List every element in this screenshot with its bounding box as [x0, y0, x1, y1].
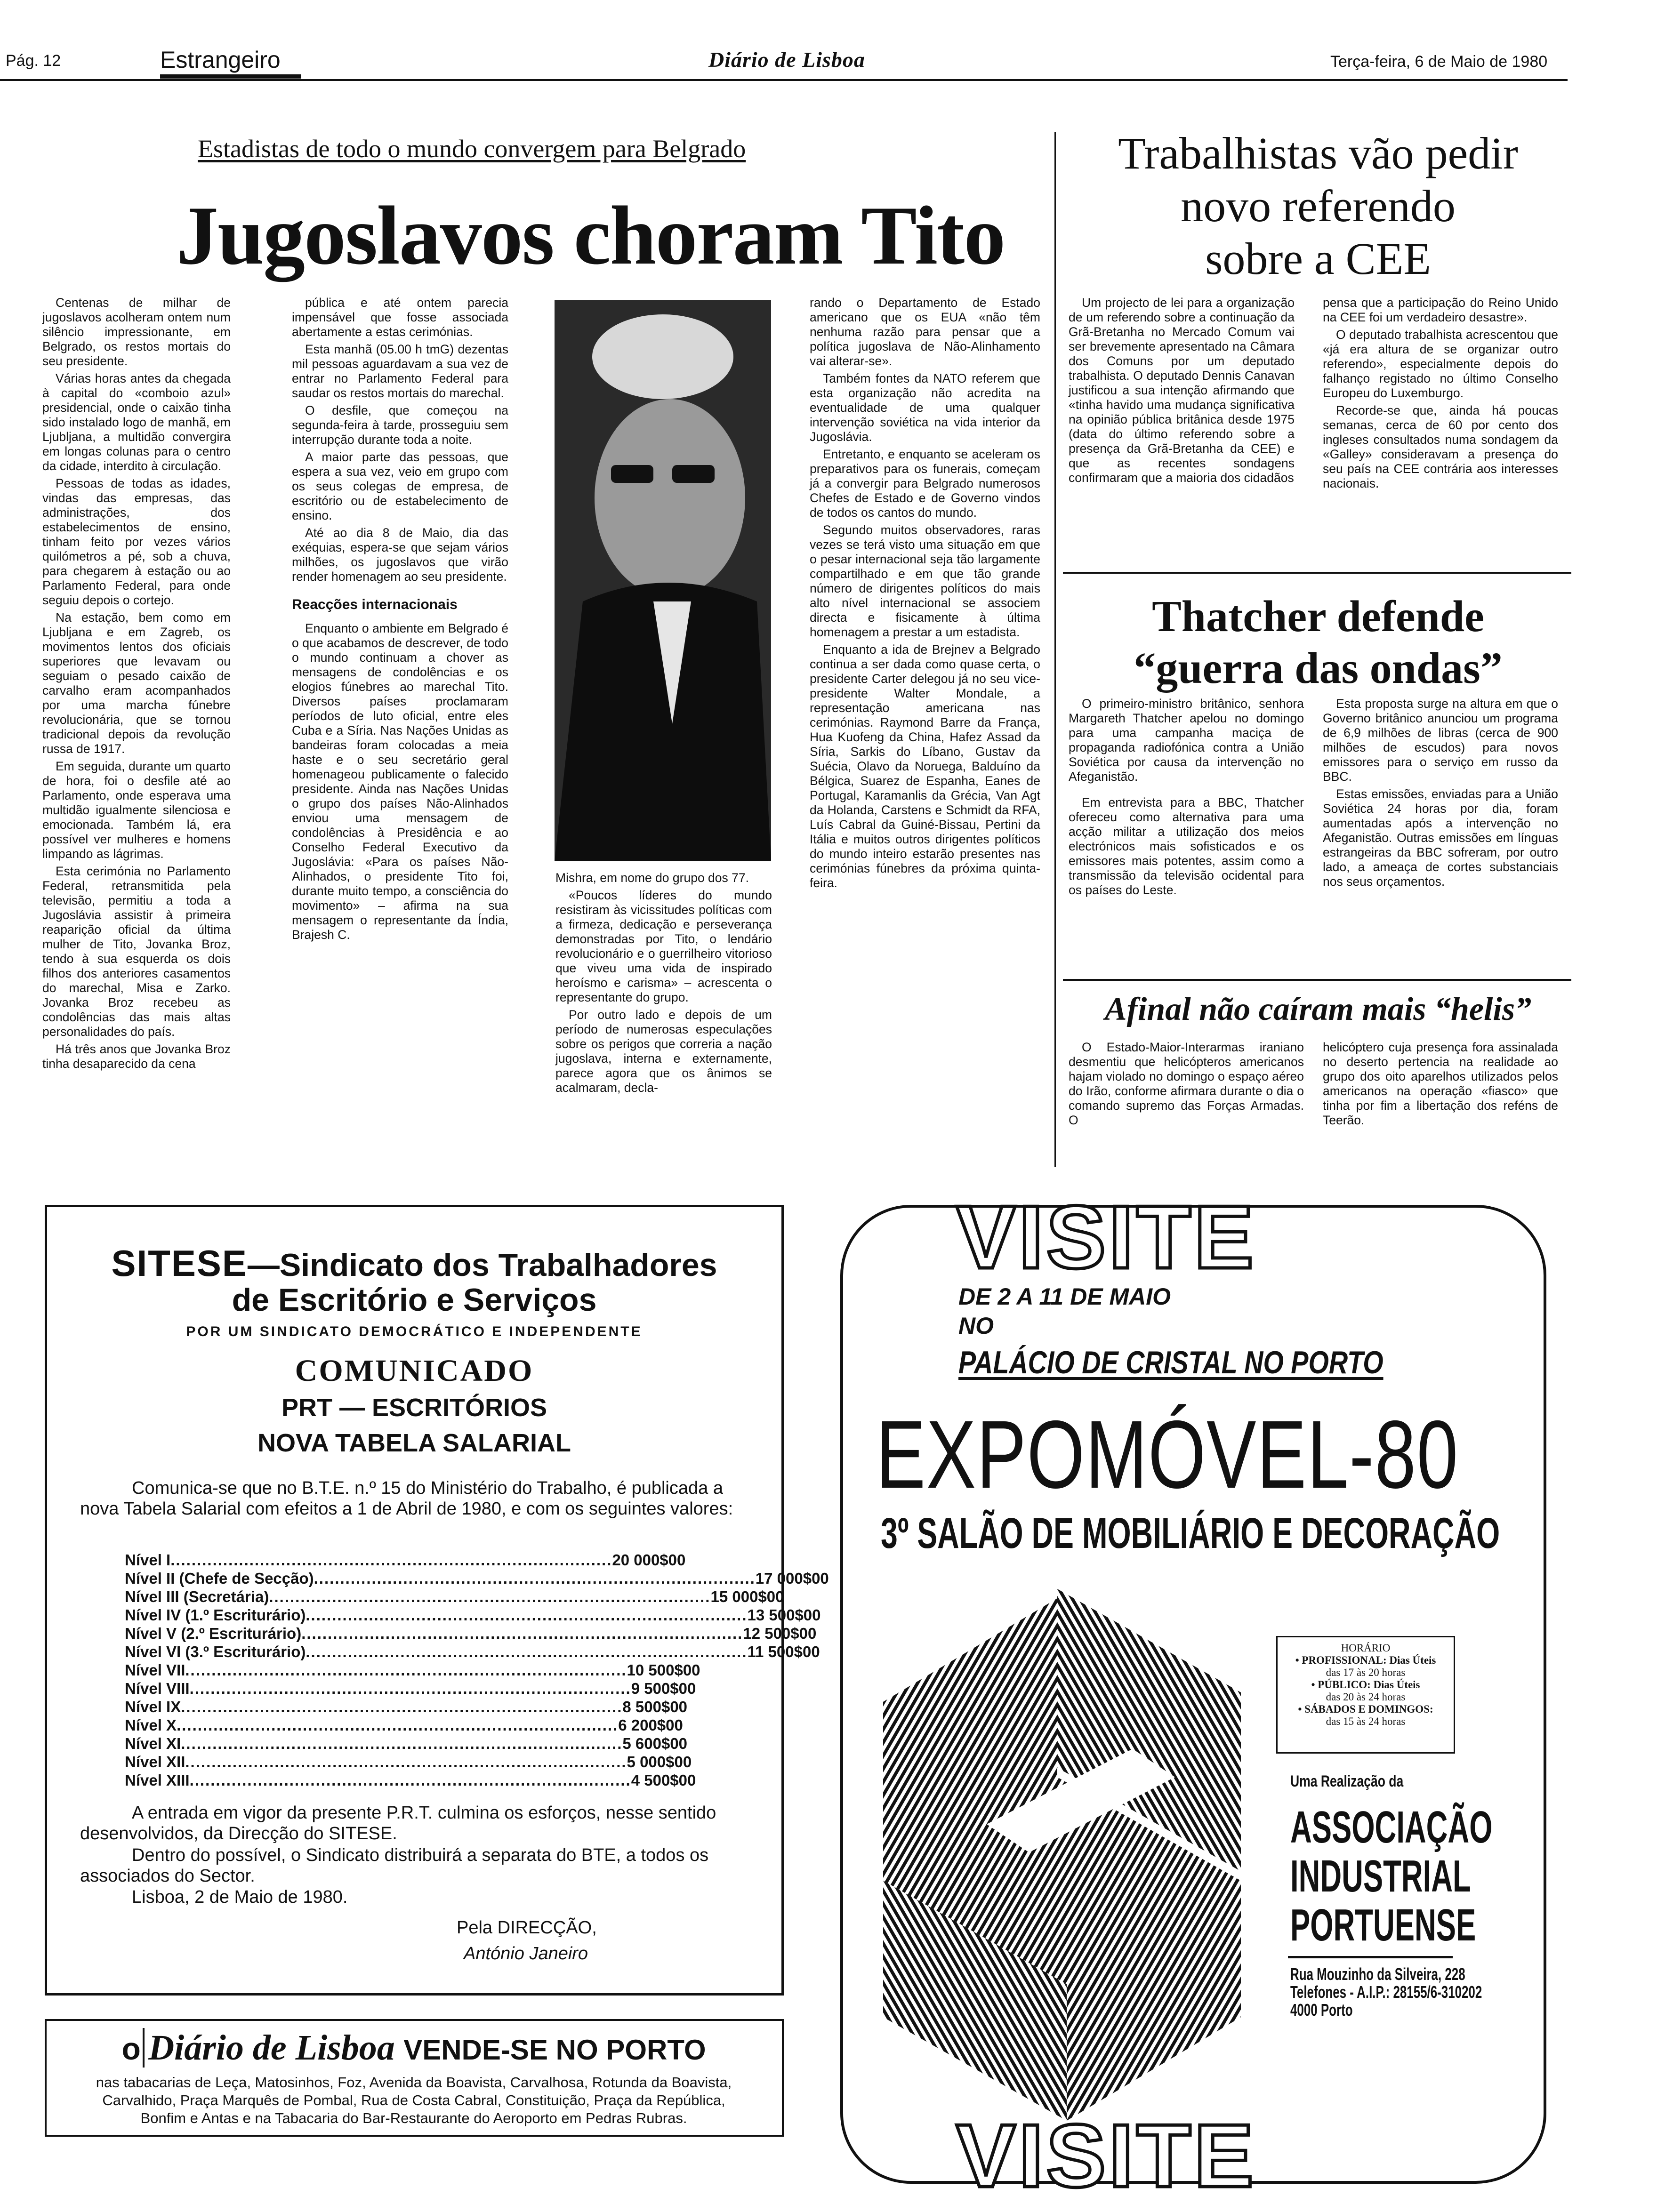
table-row: Nível XIII .................................................................................... 4 500$00 [125, 1771, 696, 1789]
table-row: Nível VII .................................................................................... 10 500$00 [125, 1661, 700, 1679]
sitese-place-date: Lisboa, 2 de Maio de 1980. [132, 1887, 348, 1907]
table-row: Nível III (Secretária) .................................................................................... 15 000$00 [125, 1588, 784, 1605]
sitese-prt: PRT — ESCRITÓRIOS [281, 1394, 547, 1422]
sitese-closing-1: A entrada em vigor da presente P.R.T. culmina os esforços, nesse sentido desenvolvidos, da Direcção do SITESE. [80, 1803, 716, 1843]
table-row: Nível XII .................................................................................... 5 000$00 [125, 1753, 692, 1771]
expo-organizer: ASSOCIAÇÃO INDUSTRIAL PORTUENSE [1290, 1802, 1493, 1950]
cee-bottom-rule [1063, 572, 1571, 574]
table-row: Nível IV (1.º Escriturário) .................................................................................... 13 500$00 [125, 1606, 821, 1624]
sitese-comunicado: COMUNICADO [295, 1354, 534, 1388]
cee-column-1: Um projecto de lei para a organização de um referendo sobre a continuação da Grã-Bretanha no Mercado Comum vai ser brevemente apresentado na Câmara dos Comuns por um deputado trabalhista. O deputado Dennis Canavan justificou a sua intenção afirmando que «tinha havido uma mudança significativa na opinião pública britânica desde 1975 (data do último referendo sobre a presença da Grã-Bretanha da CEE) e que as recentes sondagens confirmaram que a maioria dos cidadãos [1069, 296, 1295, 485]
helis-column-1: O Estado-Maior-Interarmas iraniano desmentiu que helicópteros americanos hajam violado no domingo o espaço aéreo do Irão, conforme afirmara durante o dia o comando supremo das Forças Armadas. O [1069, 1040, 1304, 1127]
table-row: Nível VIII .................................................................................... 9 500$00 [125, 1680, 696, 1697]
tito-column-2: pública e até ontem parecia impensável que fosse associada abertamente a estas cerimónias. Esta manhã (05.00 h tmG) dezentas mil pessoas aguardavam a sua vez de entrar no Parlamento Federal para saudar os restos mortais do marechal. O desfile, que começou na segunda-feira à tarde, prosseguiu sem interrupção durante toda a noite. A maior parte das pessoas, que espera a sua vez, veio em grupo com os seus colegas de empresa, de escritório ou de estabelecimento de ensino. Até ao dia 8 de Maio, dia das exéquias, espera-se que sejam vários milhões, os jugoslavos que virão render homenagem ao seu presidente. Reacções internacionais Enquanto o ambiente em Belgrado é o que acabamos de descrever, de todo o mundo continuam a chover as mensagens de condolências e os elogios fúnebres ao marechal Tito. Diversos países proclamaram períodos de luto oficial, entre eles Cuba e a Síria. Nas Nações Unidas as bandeiras foram colocadas a meia haste e o seu secretário geral homenageou publicamente o falecido presidente. Ainda nas Nações Unidas o grupo dos países Não-Alinhados enviou uma mensagem de condolências à Presidência e ao Conselho Federal Executivo da Jugoslávia: «Para os países Não-Alinhados, o presidente Tito foi, durante muito tempo, a consciência do movimento» – afirma na sua mensagem o representante da Índia, Brajesh C. [292, 296, 508, 942]
table-row: Nível X .................................................................................... 6 200$00 [125, 1716, 683, 1734]
sitese-tabela-title: NOVA TABELA SALARIAL [257, 1429, 571, 1457]
section-name: Estrangeiro [160, 47, 281, 73]
expo-realizacao: Uma Realização da [1290, 1772, 1404, 1790]
expo-no: NO [958, 1313, 994, 1339]
column-divider [1054, 132, 1056, 1167]
sitese-signoff: Pela DIRECÇÃO, [457, 1918, 597, 1938]
header-rule [0, 79, 1568, 81]
thatcher-bottom-rule [1063, 979, 1571, 981]
expo-visite-bottom: VISITE [956, 2106, 1256, 2206]
porto-ad-heading: o Diário de Lisboa VENDE-SE NO PORTO [121, 2028, 706, 2068]
tito-column-4: rando o Departamento de Estado americano que os EUA «não têm nenhuma razão para pensar que a política jugoslava de Não-Alinhamento vai alterar-se». Também fontes da NATO referem que esta organização não acredita na eventualidade de uma qualquer intervenção soviética na vida interior da Jugoslávia. Entretanto, e enquanto se aceleram os preparativos para os funerais, começam já a convergir para Belgrado numerosos Chefes de Estado e de Governo vindos de todos os cantos do mundo. Segundo muitos observadores, raras vezes se terá visto uma situação em que o pesar internacional seja tão largamente compartilhado e em que tão grande número de dirigentes políticos do mais alto nível internacional se associem directa e fisicamente à última homenagem a prestar a um estadista. Enquanto a ida de Brejnev a Belgrado continua a ser dada como quase certa, o presidente Carter delegou já no seu vice-presidente Walter Mondale, a representação americana nas cerimónias. Raymond Barre da França, Hua Kuofeng da China, Hafez Assad da Síria, Sarkis do Líbano, Gustav da Suécia, Olavo da Noruega, Balduíno da Bélgica, Suarez de Espanha, Eanes de Portugal, Karamanlis da Grécia, Van Agt da Holanda, Carstens e Schmidt da RFA, Luís Cabral da Guiné-Bissau, Pertini da Itália e muitos outros dirigentes políticos do mundo inteiro estarão presentes nas cerimónias fúnebres da próxima quinta-feira. [810, 296, 1040, 890]
section-underline [160, 74, 301, 79]
cee-column-2: pensa que a participação do Reino Unido na CEE foi um verdadeiro desastre». O deputado trabalhista acrescentou que «já era altura de se organizar outro referendo», especialmente depois do falhanço registado no último Conselho Europeu do Luxemburgo. Recorde-se que, ainda há poucas semanas, cerca de 60 por cento dos ingleses consultados numa sondagem da «Galley» consideravam a presença do seu país na CEE contrária aos interesses nacionais. [1323, 296, 1558, 490]
sitese-tagline: POR UM SINDICATO DEMOCRÁTICO E INDEPENDENTE [186, 1324, 643, 1339]
tito-portrait-image [555, 300, 771, 861]
sitese-ad [45, 1205, 829, 1996]
cee-headline: Trabalhistas vão pedir novo referendo sobre a CEE [1118, 128, 1518, 284]
sitese-signer: António Janeiro [464, 1944, 588, 1964]
porto-ad [45, 2019, 784, 2137]
sitese-closing-2: Dentro do possível, o Sindicato distribuirá a separata do BTE, a todos os associados do Sector. [80, 1845, 709, 1886]
table-row: Nível V (2.º Escriturário) .................................................................................... 12 500$00 [125, 1625, 817, 1642]
sitese-intro: Comunica-se que no B.T.E. n.º 15 do Ministério do Trabalho, é publicada a nova Tabela Salarial com efeitos a 1 de Abril de 1980, e com os seguintes valores: [80, 1478, 733, 1519]
table-row: Nível II (Chefe de Secção) .................................................................................... 17 000$00 [125, 1570, 829, 1587]
expo-hours-box: HORÁRIO • PROFISSIONAL: Dias Úteis das 17 às 20 horas • PÚBLICO: Dias Úteis das 20 às 24 horas • SÁBADOS E DOMINGOS: das 15 às 24 horas [1276, 1636, 1455, 1754]
expo-salon: 3º SALÃO DE MOBILIÁRIO E DECORAÇÃO [881, 1509, 1500, 1557]
expo-address: Rua Mouzinho da Silveira, 228 Telefones - A.I.P.: 28155/6-310202 4000 Porto [1290, 1964, 1482, 2020]
tito-headline: Jugoslavos choram Tito [177, 189, 1005, 282]
tito-column-3: Mishra, em nome do grupo dos 77. «Poucos líderes do mundo resistiram às vicissitudes políticas com a firmeza, dedicação e perseverança demonstradas por Tito, o lendário revolucionário e o guerrilheiro vitorioso que viveu uma vida de inspirado heroísmo e carisma» – acrescenta o representante do grupo. Por outro lado e depois de um período de numerosas especulações sobre os perigos que correria a nação jugoslava, interna e externamente, parece agora que os ânimos se acalmaram, decla- [555, 871, 772, 1095]
table-row: Nível VI (3.º Escriturário) .................................................................................... 11 500$00 [125, 1643, 820, 1660]
issue-date: Terça-feira, 6 de Maio de 1980 [1330, 53, 1548, 71]
masthead: Diário de Lisboa [708, 48, 865, 72]
thatcher-column-1: O primeiro-ministro britânico, senhora Margareth Thatcher apelou no domingo para uma campanha maciça de propaganda radiofónica contra a União Soviética por causa da intervenção no Afeganistão. Em entrevista para a BBC, Thatcher ofereceu como alternativa para uma acção militar a utilização dos meios electrónicos mais sofisticados e os emissores mais potentes, assim como a transmissão da televisão ocidental para os países do Leste. [1069, 697, 1304, 897]
expo-name: EXPOMÓVEL-80 [876, 1401, 1459, 1508]
expo-visite-top: VISITE [956, 1187, 1256, 1287]
tito-subhead: Reacções internacionais [292, 597, 458, 612]
sitese-title: SITESE—Sindicato dos Trabalhadores [111, 1242, 717, 1284]
table-row: Nível IX .................................................................................... 8 500$00 [125, 1698, 688, 1715]
thatcher-column-2: Esta proposta surge na altura em que o Governo britânico anunciou um programa de 6,9 milhões de libras (cerca de 900 milhões de escudos) para novos emissores para o serviço em russo da BBC. Estas emissões, enviadas para a União Soviética 24 horas por dia, foram aumentadas após a intervenção no Afeganistão. Outras emissões em línguas estrangeiras da BBC sofreram, por outro lado, a ameaça de cortes substanciais nos seus orçamentos. [1323, 697, 1558, 889]
tito-photo [555, 300, 771, 861]
expo-organizer-rule [1288, 1956, 1453, 1958]
expo-ad [840, 1187, 1546, 2206]
salary-table [125, 1551, 829, 1789]
table-row: Nível I .................................................................................... 20 000$00 [125, 1551, 686, 1569]
sitese-title-line-2: de Escritório e Serviços [232, 1282, 597, 1318]
porto-ad-text: nas tabacarias de Leça, Matosinhos, Foz, Avenida da Boavista, Carvalhosa, Rotunda da Boavista, Carvalhido, Praça Marquês de Pombal, Rua de Costa Cabral, Constituição, Praça da República, Bonfim e Antas e na Tabacaria do Bar-Restaurante do Aeroporto em Pedras Rubras. [96, 2074, 732, 2126]
thatcher-headline: Thatcher defende “guerra das ondas” [1134, 592, 1503, 693]
helis-column-2: helicóptero cuja presença fora assinalada no deserto pertencia na realidade ao grupo dos oito aparelhos utilizados pelos americanos na operação «fiasco» que tinha por fim a libertação dos reféns de Teerão. [1323, 1040, 1558, 1127]
tito-kicker: Estadistas de todo o mundo convergem para Belgrado [198, 135, 746, 163]
table-row: Nível XI .................................................................................... 5 600$00 [125, 1735, 688, 1752]
chair-graphic [869, 1579, 1260, 2135]
helis-headline: Afinal não caíram mais “helis” [1104, 991, 1532, 1027]
expo-dates: DE 2 A 11 DE MAIO [958, 1283, 1171, 1310]
expo-venue: PALÁCIO DE CRISTAL NO PORTO [958, 1345, 1384, 1380]
tito-column-1: Centenas de milhar de jugoslavos acolheram ontem num silêncio impressionante, em Belgrado, os restos mortais do seu presidente. Várias horas antes da chegada à capital do «comboio azul» presidencial, onde o caixão tinha sido instalado logo de manhã, em Ljubljana, a multidão convergira em longas colunas para o centro da cidade, interdito à circulação. Pessoas de todas as idades, vindas das empresas, das administrações, dos estabelecimentos de ensino, tinham feito por vezes vários quilómetros a pé, sob a chuva, para chegarem à estação ou ao Parlamento Federal, para onde seguiu depois o cortejo. Na estação, bem como em Ljubljana e em Zagreb, os movimentos lentos dos oficiais superiores que levavam ou seguiam o pesado caixão de carvalho eram acompanhados por uma marcha fúnebre revolucionária, que se tornou tradicional depois da revolução russa de 1917. Em seguida, durante um quarto de hora, foi o desfile até ao Parlamento, onde esperava uma multidão igualmente silenciosa e emocionada. Também lá, era possível ver mulheres e homens limpando as lágrimas. Esta cerimónia no Parlamento Federal, retransmitida pela televisão, permitiu a toda a Jugoslávia assistir à primeira reaparição oficial da última mulher de Tito, Jovanka Broz, tendo à sua esquerda os dois filhos dos anteriores casamentos do marechal, Misa e Zarko. Jovanka Broz recebeu as condolências das mais altas personalidades do país. Há três anos que Jovanka Broz tinha desaparecido da cena [42, 296, 231, 1071]
page-number: Pág. 12 [6, 52, 61, 70]
